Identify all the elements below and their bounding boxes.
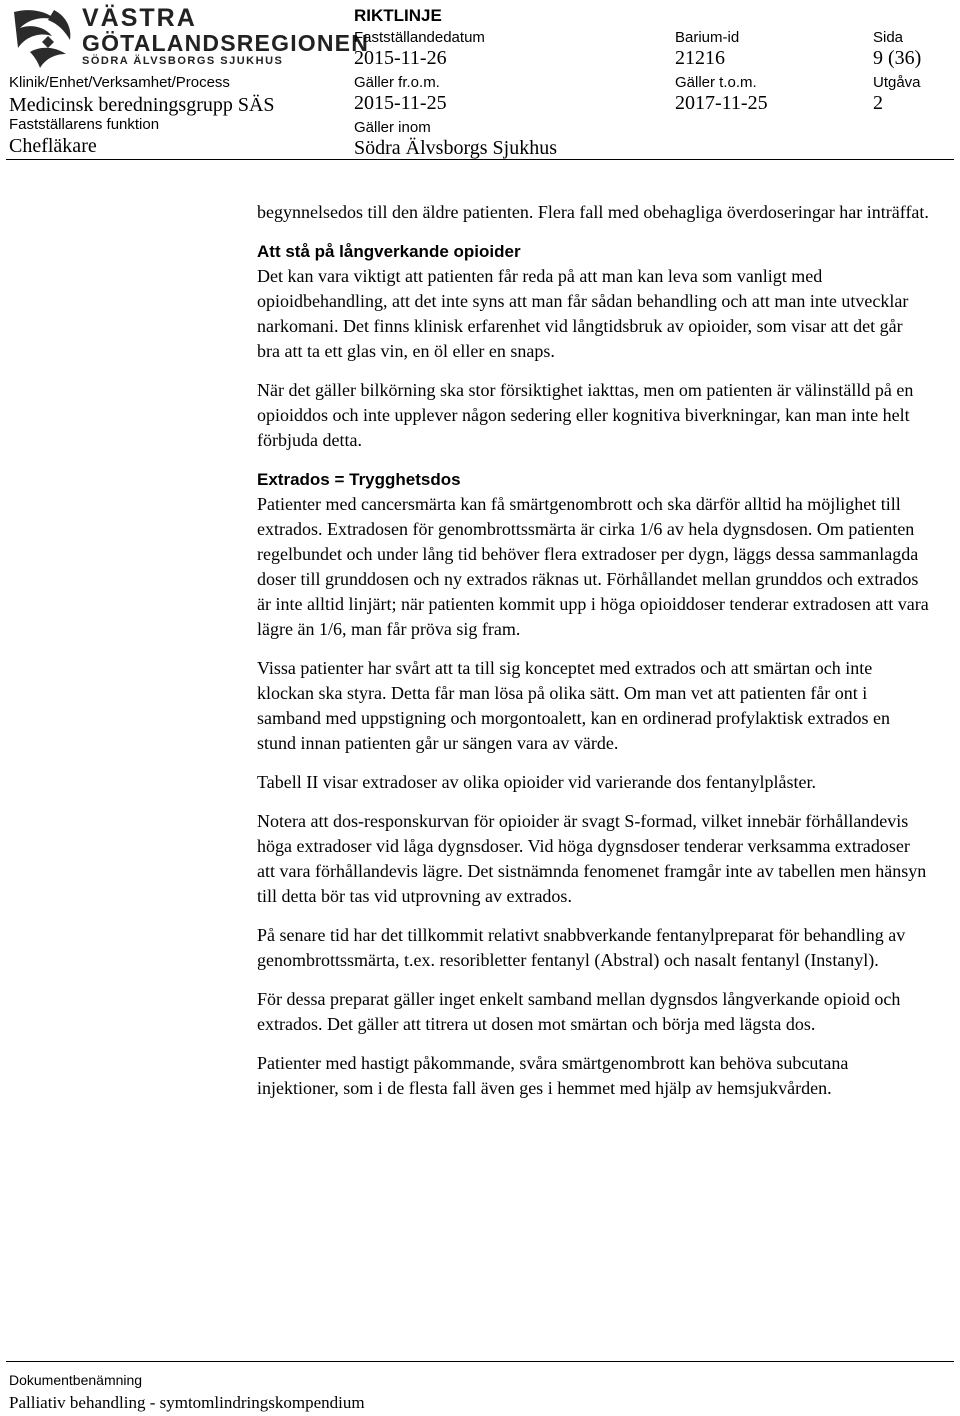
paragraph: Patienter med hastigt påkommande, svåra smärtgenombrott kan behöva subcutana injektioner, som i de flesta fall även ges i hemmet med hjälp av hemsjukvården.: [257, 1053, 849, 1098]
to-value: 2017-11-25: [675, 92, 768, 114]
header-divider: [6, 159, 954, 160]
funktion-label: Fastställarens funktion: [9, 116, 160, 133]
logo-line1: VÄSTRA: [82, 4, 197, 32]
footer-label: Dokumentbenämning: [9, 1372, 143, 1388]
paragraph: begynnelsedos till den äldre patienten. Flera fall med obehagliga överdoseringar har inträffat.: [257, 202, 929, 222]
klinik-label: Klinik/Enhet/Verksamhet/Process: [9, 74, 230, 91]
footer-divider: [6, 1361, 954, 1362]
sida-label: Sida: [873, 29, 904, 46]
section-heading: Extrados = Trygghetsdos: [257, 470, 461, 489]
footer-document-name: Palliativ behandling - symtomlindringskompendium: [9, 1393, 365, 1412]
document-type: RIKTLINJE: [354, 6, 442, 25]
sida-value: 9 (36): [873, 47, 922, 69]
fastst-label: Fastställandedatum: [354, 29, 485, 46]
from-value: 2015-11-25: [354, 92, 447, 114]
paragraph: Notera att dos-responskurvan för opioider är svagt S-formad, vilket innebär förhållandevis höga extradoser vid låga dygnsdoser. Vid höga dygnsdoser tenderar verksamma extradoser att vara förhållandevis lägre. Det sistnämnda fenomenet framgår inte av tabellen men hänsyn till detta bör tas vid utprovning av extrados.: [257, 811, 927, 906]
document-body: [257, 200, 929, 1115]
logo-line2: GÖTALANDSREGIONEN: [82, 30, 370, 56]
section-heading: Att stå på långverkande opioider: [257, 242, 521, 261]
region-emblem-icon: [10, 6, 76, 74]
barium-label: Barium-id: [675, 29, 740, 46]
utgava-value: 2: [873, 92, 883, 114]
fastst-value: 2015-11-26: [354, 47, 447, 69]
to-label: Gäller t.o.m.: [675, 74, 757, 91]
logo-line3: SÖDRA ÄLVSBORGS SJUKHUS: [82, 55, 284, 67]
paragraph: När det gäller bilkörning ska stor försiktighet iakttas, men om patienten är välinställd på en opioiddos och inte upplever någon sedering eller kognitiva biverkningar, kan man inte helt förbjuda detta.: [257, 380, 914, 450]
utgava-label: Utgåva: [873, 74, 921, 91]
klinik-value: Medicinsk beredningsgrupp SÄS: [9, 94, 275, 116]
paragraph: Det kan vara viktigt att patienten får reda på att man kan leva som vanligt med opioidbehandling, att det inte syns att man får sådan behandling och att man inte utvecklar narkomani. Det finns klinisk erfarenhet vid långtidsbruk av opioider, som visar att det går bra att ta ett glas vin, en öl eller en snaps.: [257, 266, 909, 361]
from-label: Gäller fr.o.m.: [354, 74, 440, 91]
inom-label: Gäller inom: [354, 119, 431, 136]
paragraph: Tabell II visar extradoser av olika opioider vid varierande dos fentanylplåster.: [257, 772, 817, 792]
paragraph: Vissa patienter har svårt att ta till sig konceptet med extrados och att smärtan och inte klockan ska styra. Detta får man lösa på olika sätt. Om man vet att patienten får ont i samband med uppstigning och morgontoalett, kan en ordinerad profylaktisk extrados en stund innan patienten går ur sängen vara av värde.: [257, 658, 891, 753]
paragraph: På senare tid har det tillkommit relativt snabbverkande fentanylpreparat för behandling av genombrottssmärta, t.ex. resoribletter fentanyl (Abstral) och nasalt fentanyl (Instanyl).: [257, 925, 906, 970]
funktion-value: Chefläkare: [9, 135, 97, 157]
inom-value: Södra Älvsborgs Sjukhus: [354, 137, 557, 159]
paragraph: Patienter med cancersmärta kan få smärtgenombrott och ska därför alltid ha möjlighet till extrados. Extradosen för genombrottssmärta är cirka 1/6 av hela dygnsdosen. Om patienten regelbundet och under lång tid behöver flera extradoser per dygn, läggs dessa sammanlagda doser till grunddosen och ny extrados räknas ut. Förhållandet mellan grunddos och extrados är inte alltid linjärt; när patienten kommit upp i höga opioiddoser tenderar extradosen att vara lägre än 1/6, man får pröva sig fram.: [257, 494, 929, 639]
paragraph: För dessa preparat gäller inget enkelt samband mellan dygnsdos långverkande opioid och extrados. Det gäller att titrera ut dosen mot smärtan och börja med lägsta dos.: [257, 989, 901, 1034]
barium-value: 21216: [675, 47, 725, 69]
